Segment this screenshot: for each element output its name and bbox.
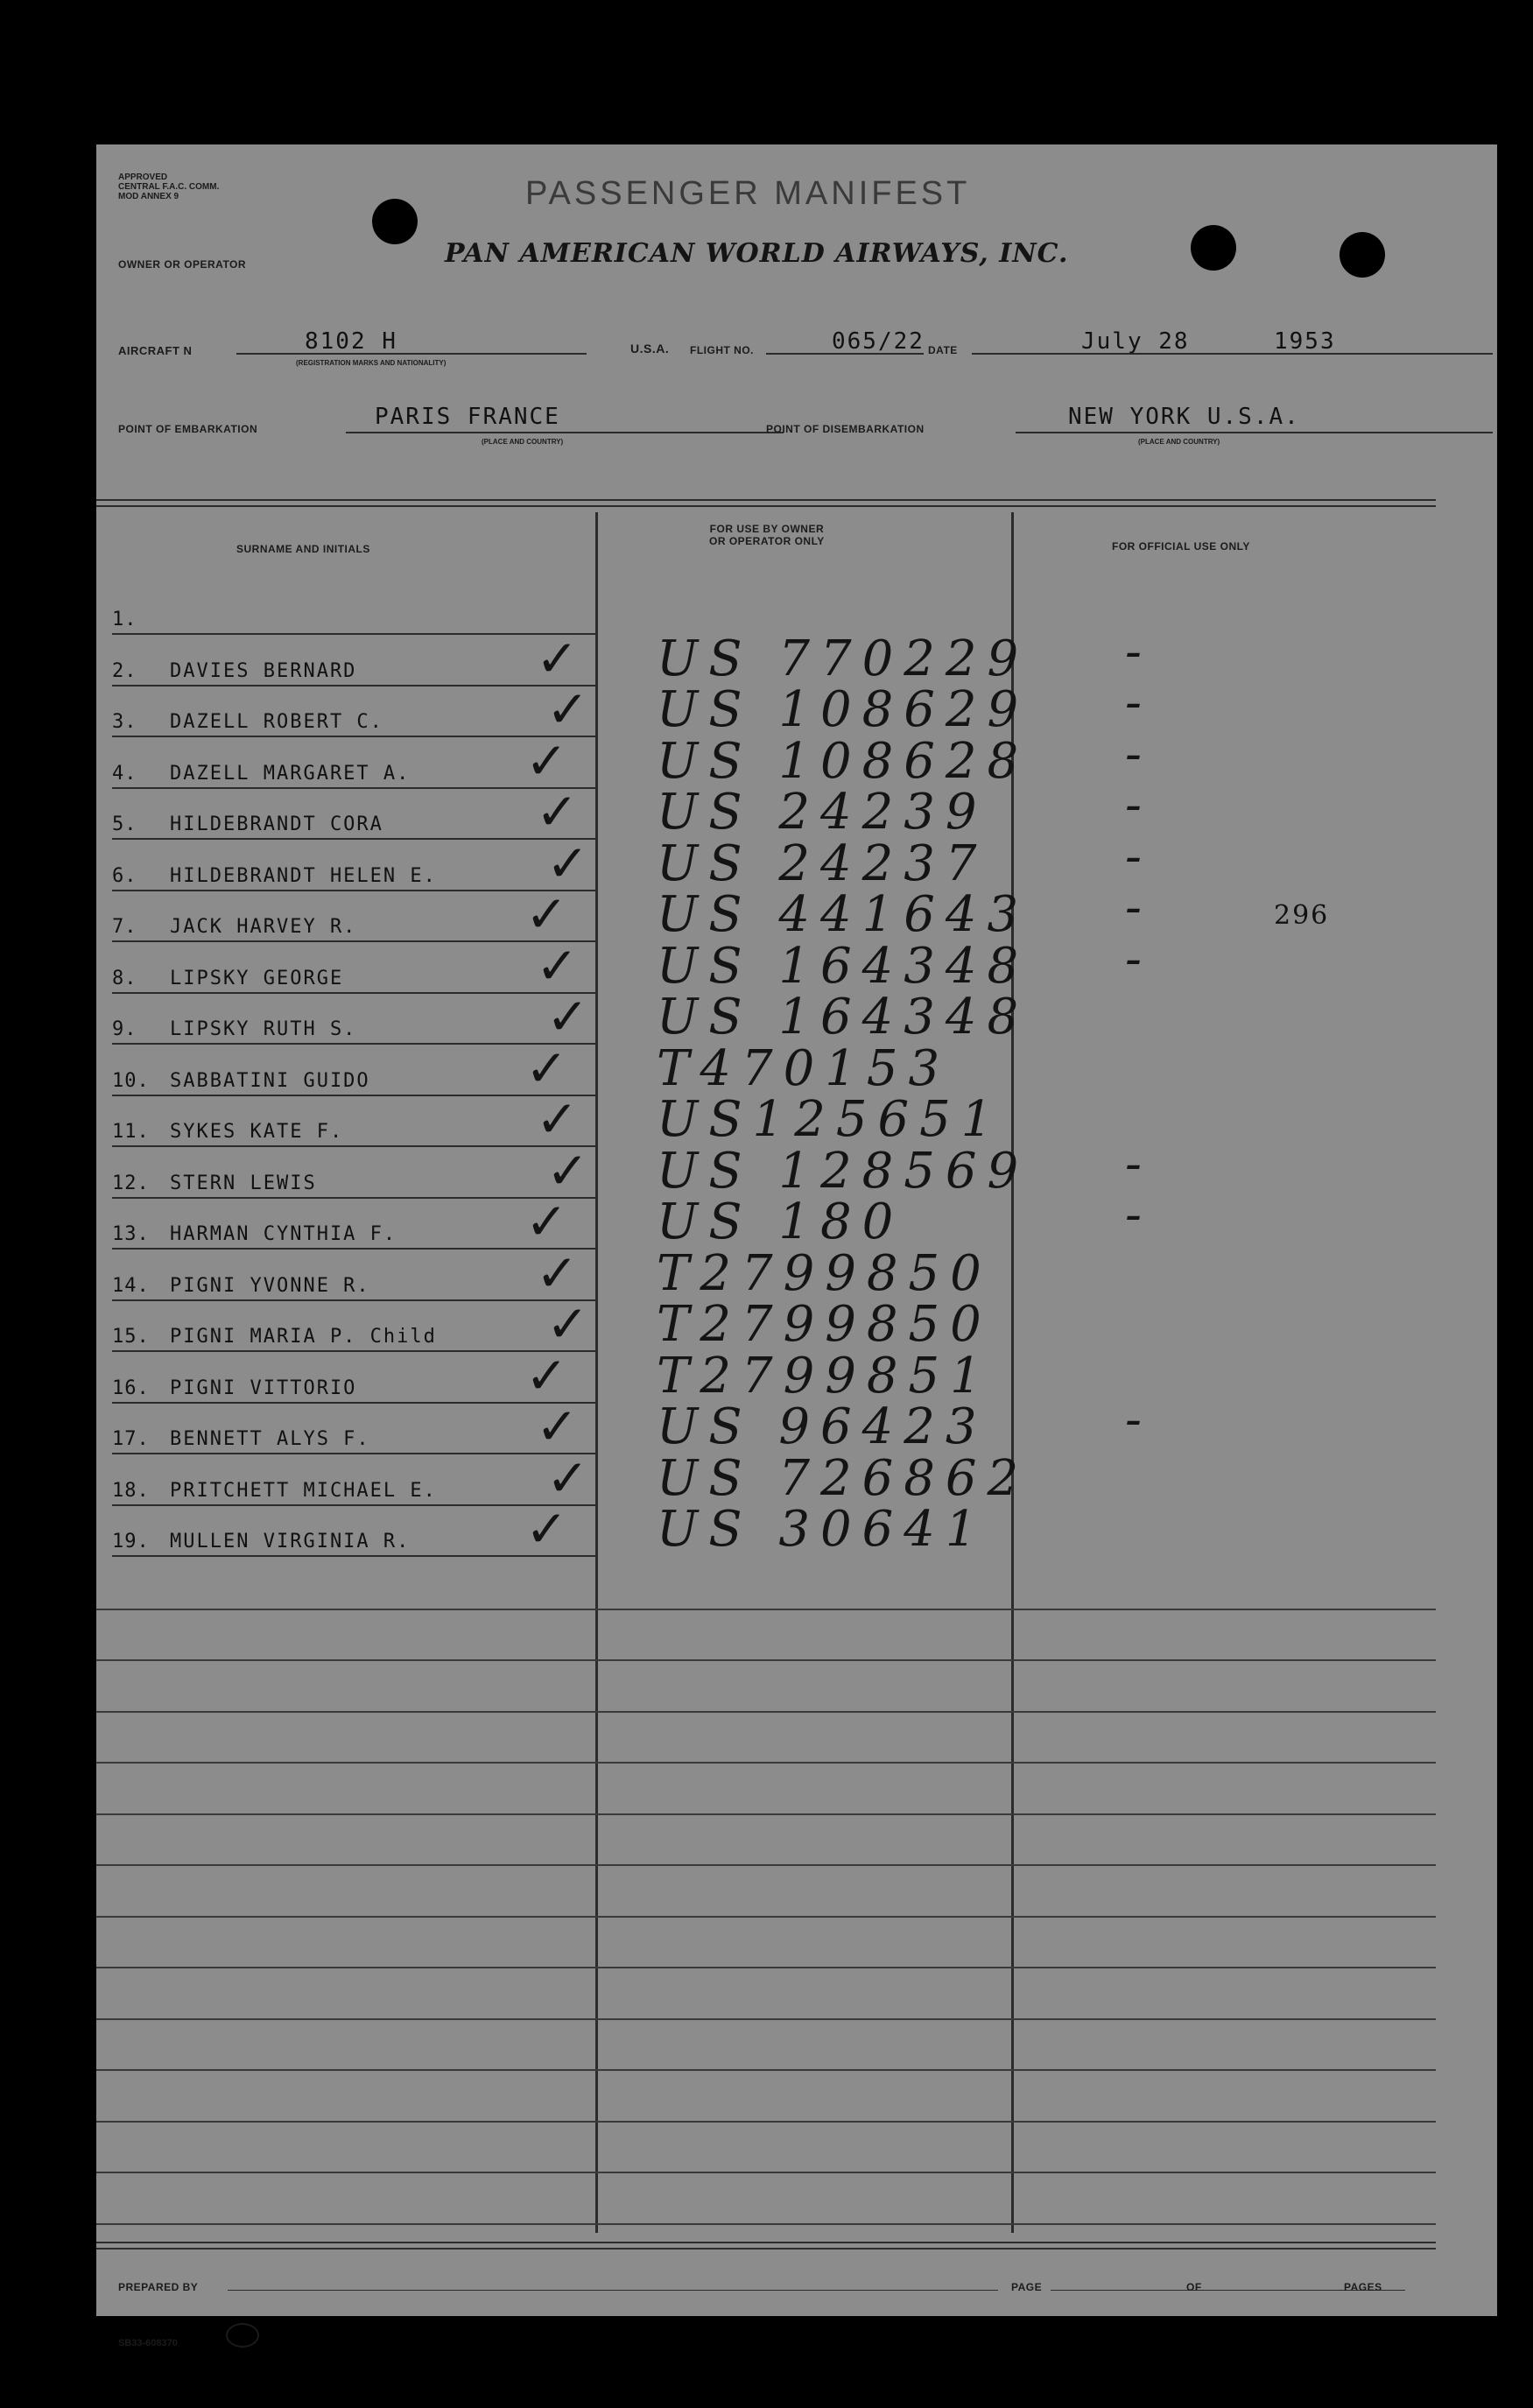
check-mark: ✓ [536, 782, 579, 841]
passenger-name: PIGNI MARIA P. Child [170, 1326, 437, 1348]
row-number: 18. [112, 1479, 150, 1502]
row-number: 12. [112, 1172, 150, 1194]
of-label: OF [1186, 2281, 1202, 2293]
blank-row-line [96, 1711, 1436, 1713]
dash-mark: - [1125, 725, 1152, 783]
row-underline [112, 1145, 598, 1147]
ticket-number: US 24237 [657, 834, 988, 892]
page-line [1051, 2290, 1234, 2291]
table-top-border [96, 499, 1436, 501]
ticket-number: US 24239 [657, 784, 988, 841]
company-name: PAN AMERICAN WORLD AIRWAYS, INC. [445, 238, 1069, 269]
dash-mark: - [1125, 930, 1152, 988]
row-number: 1. [112, 609, 137, 630]
ticket-number: US 30641 [657, 1501, 988, 1558]
approval-stamp [118, 173, 219, 201]
passenger-name: PIGNI VITTORIO [170, 1377, 357, 1399]
official-note: 296 [1274, 900, 1330, 931]
registration-caption: (REGISTRATION MARKS AND NATIONALITY) [296, 359, 447, 367]
union-label-logo [226, 2323, 259, 2348]
embark-underline [346, 432, 784, 433]
check-mark: ✓ [546, 1140, 589, 1200]
blank-row-line [96, 2223, 1436, 2225]
blank-row-line [96, 2069, 1436, 2071]
row-number: 16. [112, 1377, 150, 1399]
stamp-line: APPROVED [118, 173, 168, 182]
check-mark: ✓ [546, 987, 589, 1046]
disembark-label: POINT OF DISEMBARKATION [766, 423, 925, 435]
stamp-line: MOD ANNEX 9 [118, 192, 179, 201]
passenger-name: LIPSKY GEORGE [170, 967, 344, 989]
punch-hole [372, 199, 418, 244]
row-underline [112, 992, 598, 994]
punch-hole [1191, 225, 1236, 271]
column-divider [595, 512, 598, 2233]
header-surname: SURNAME AND INITIALS [236, 543, 370, 555]
check-mark: ✓ [525, 730, 568, 791]
blank-row-line [96, 1916, 1436, 1918]
blank-row-line [96, 1864, 1436, 1866]
row-number: 7. [112, 916, 137, 938]
check-mark: ✓ [536, 1397, 579, 1456]
row-underline [112, 685, 598, 686]
row-number: 3. [112, 711, 137, 733]
row-number: 6. [112, 864, 137, 887]
check-mark: ✓ [536, 628, 579, 688]
dash-mark: - [1125, 1391, 1152, 1448]
check-mark: ✓ [525, 1345, 568, 1405]
check-mark: ✓ [536, 1089, 579, 1149]
stamp-line: CENTRAL F.A.C. COMM. [118, 182, 220, 192]
row-number: 15. [112, 1326, 150, 1348]
passenger-name: BENNETT ALYS F. [170, 1428, 370, 1450]
passenger-name: MULLEN VIRGINIA R. [170, 1531, 411, 1553]
blank-row-line [96, 1813, 1436, 1815]
ticket-number: T470153 [657, 1039, 951, 1097]
blank-row-line [96, 2172, 1436, 2173]
date-label: DATE [928, 344, 958, 356]
row-number: 14. [112, 1274, 150, 1297]
blank-row-line [96, 2018, 1436, 2020]
dash-mark: - [1125, 827, 1152, 885]
check-mark: ✓ [525, 1038, 568, 1098]
row-number: 8. [112, 967, 137, 989]
ticket-number: T2799850 [657, 1296, 992, 1353]
ticket-number: US 108629 [657, 681, 1030, 738]
row-number: 11. [112, 1121, 150, 1143]
blank-row-line [96, 1609, 1436, 1610]
passenger-name: DAZELL ROBERT C. [170, 711, 383, 733]
passenger-name: HILDEBRANDT CORA [170, 813, 383, 835]
flight-no-label: FLIGHT NO. [690, 344, 754, 356]
ticket-number: US 164348 [657, 989, 1030, 1046]
passenger-name: JACK HARVEY R. [170, 916, 357, 938]
ticket-number: US125651 [657, 1091, 1003, 1148]
header-owner-use [709, 523, 825, 547]
table-bottom-border [96, 2248, 1436, 2250]
table-bottom-border [96, 2242, 1436, 2243]
check-mark: ✓ [525, 884, 568, 944]
check-mark: ✓ [546, 1294, 589, 1354]
date-year: 1953 [1274, 328, 1336, 355]
check-mark: ✓ [536, 1243, 579, 1303]
check-mark: ✓ [546, 833, 589, 893]
prepared-by-label: PREPARED BY [118, 2281, 199, 2293]
page-label: PAGE [1011, 2281, 1043, 2293]
embark-caption: (PLACE AND COUNTRY) [482, 438, 564, 446]
row-number: 17. [112, 1428, 150, 1450]
passenger-name: STERN LEWIS [170, 1172, 317, 1194]
check-mark: ✓ [525, 1192, 568, 1251]
ticket-number: US 441643 [657, 886, 1030, 943]
header-owner-use-line: OR OPERATOR ONLY [709, 535, 825, 547]
row-number: 4. [112, 762, 137, 785]
header-official: FOR OFFICIAL USE ONLY [1112, 540, 1250, 553]
ticket-number: T2799850 [657, 1244, 992, 1302]
dash-mark: - [1125, 1135, 1152, 1193]
row-underline [112, 1299, 598, 1301]
header-owner-use-line: FOR USE BY OWNER [709, 523, 825, 535]
ticket-number: T2799851 [657, 1347, 992, 1405]
usa-label: U.S.A. [630, 341, 670, 356]
page-title: PASSENGER MANIFEST [525, 175, 971, 212]
embark-label: POINT OF EMBARKATION [118, 423, 258, 435]
passenger-name: PIGNI YVONNE R. [170, 1274, 370, 1297]
flight-no-value: 065/22 [832, 328, 925, 355]
passenger-name: PRITCHETT MICHAEL E. [170, 1479, 437, 1502]
dash-mark: - [1125, 674, 1152, 731]
passenger-name: DAVIES BERNARD [170, 659, 357, 682]
row-underline [112, 633, 598, 635]
ticket-number: US 96423 [657, 1398, 988, 1455]
row-number: 13. [112, 1223, 150, 1245]
check-mark: ✓ [536, 935, 579, 996]
dash-mark: - [1125, 1186, 1152, 1243]
dash-mark: - [1125, 777, 1152, 834]
blank-row-line [96, 1762, 1436, 1764]
punch-hole [1340, 232, 1385, 278]
dash-mark: - [1125, 623, 1152, 680]
aircraft-label: AIRCRAFT N [118, 344, 193, 357]
ticket-number: US 128569 [657, 1142, 1030, 1200]
row-number: 10. [112, 1069, 150, 1092]
row-underline [112, 838, 598, 840]
row-number: 2. [112, 659, 137, 682]
blank-row-line [96, 1659, 1436, 1661]
blank-row-line [96, 2121, 1436, 2123]
disembark-underline [1016, 432, 1493, 433]
aircraft-underline [236, 353, 587, 355]
date-value: July 28 [1081, 328, 1190, 355]
date-underline [972, 353, 1493, 355]
row-number: 9. [112, 1018, 137, 1040]
passenger-name: SABBATINI GUIDO [170, 1069, 370, 1092]
ticket-number: US 164348 [657, 937, 1030, 995]
passenger-name: HILDEBRANDT HELEN E. [170, 864, 437, 887]
ticket-number: US 108628 [657, 732, 1030, 790]
passenger-name: SYKES KATE F. [170, 1121, 344, 1143]
passenger-name: LIPSKY RUTH S. [170, 1018, 357, 1040]
table-top-border [96, 505, 1436, 507]
ticket-number: US 770229 [657, 630, 1030, 687]
row-number: 19. [112, 1531, 150, 1553]
row-underline [112, 1453, 598, 1454]
passenger-name: HARMAN CYNTHIA F. [170, 1223, 397, 1245]
form-number: SB33-608370 [118, 2338, 178, 2348]
owner-label: OWNER OR OPERATOR [118, 258, 247, 271]
embark-value: PARIS FRANCE [375, 404, 560, 430]
ticket-number: US 726862 [657, 1449, 1030, 1507]
ticket-number: US 180 [657, 1193, 904, 1250]
manifest-sheet [96, 144, 1497, 2348]
check-mark: ✓ [546, 1447, 589, 1508]
prepared-by-line [228, 2290, 998, 2291]
passenger-name: DAZELL MARGARET A. [170, 762, 411, 785]
check-mark: ✓ [546, 679, 589, 739]
aircraft-value: 8102 H [305, 328, 397, 355]
disembark-caption: (PLACE AND COUNTRY) [1138, 438, 1220, 446]
disembark-value: NEW YORK U.S.A. [1068, 404, 1300, 430]
row-number: 5. [112, 813, 137, 835]
pages-label: PAGES [1344, 2281, 1382, 2293]
check-mark: ✓ [525, 1499, 568, 1559]
blank-row-line [96, 1967, 1436, 1968]
dash-mark: - [1125, 879, 1152, 936]
